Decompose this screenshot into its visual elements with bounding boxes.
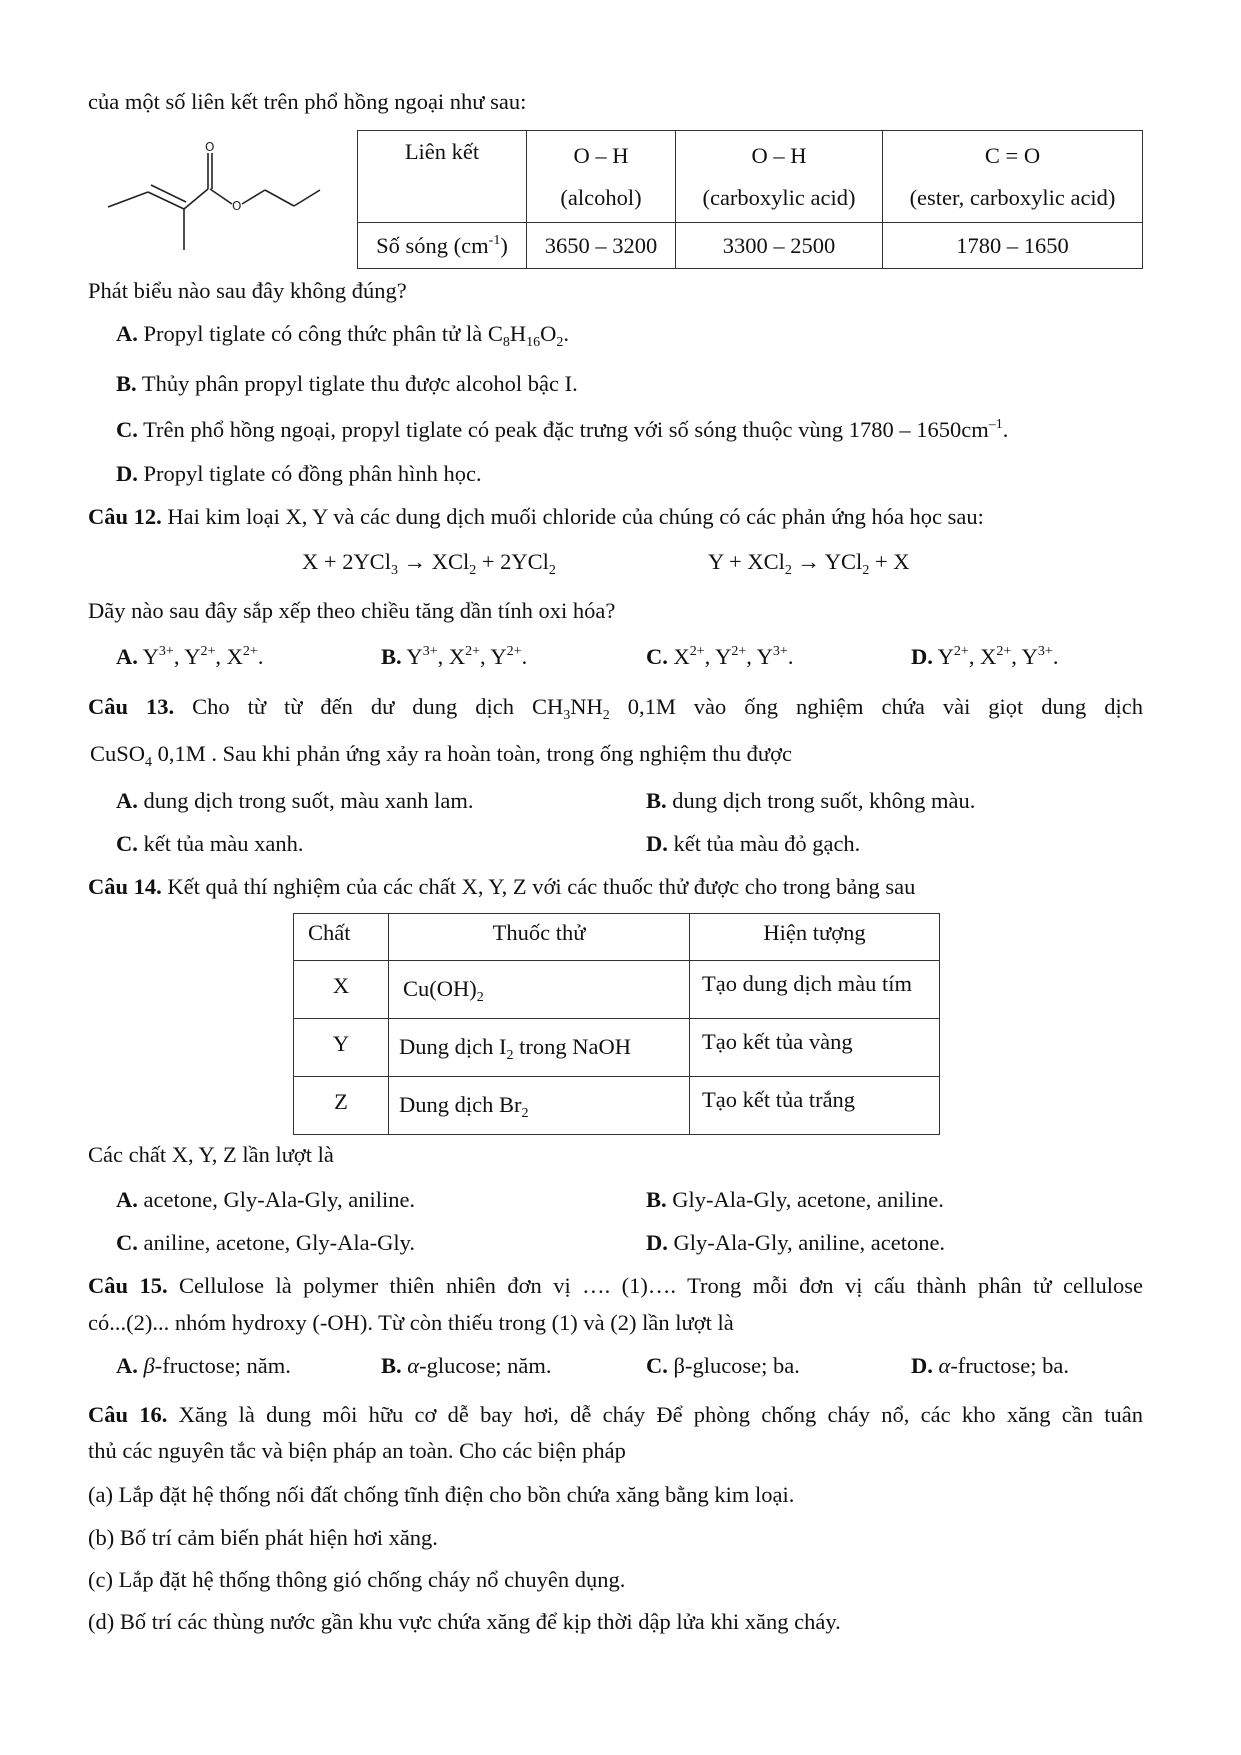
ir-row-label: Số sóng $(cm^{-1})$: [358, 223, 527, 269]
q15-option-a: A. β-fructose; năm.: [116, 1353, 291, 1378]
q15-option-d: D. α-fructose; ba.: [911, 1353, 1070, 1378]
q12-option-a: A. $Y^{3+}$, $Y^{2+}$, $X^{2+}$.: [116, 644, 264, 669]
q12-equation-1: X + 2YCl$_3$ → XCl$_2$ + 2YCl$_2$: [302, 549, 556, 578]
q14-row-substance: Y: [294, 1019, 389, 1077]
q14-row-reagent: Dung dịch $I_2$ trong NaOH: [389, 1019, 690, 1077]
q14-row-result: Tạo dung dịch màu tím: [690, 961, 940, 1019]
ir-value: 3300 – 2500: [676, 223, 883, 269]
q14-row-reagent: $Cu(OH)_2$: [389, 961, 690, 1019]
q14-stem: Câu 14. Kết quả thí nghiệm của các chất X, Y, Z với các thuốc thử được cho trong bảng sau: [88, 874, 916, 899]
q11-option-c: C. Trên phổ hồng ngoại, propyl tiglate có peak đặc trưng với số sóng thuộc vùng $1780 - 1650cm^{-1}$.: [116, 417, 1009, 442]
atom-o-carbonyl: O: [205, 140, 215, 154]
q14-row-result: Tạo kết tủa trắng: [690, 1077, 940, 1135]
q14-table: [293, 913, 940, 1135]
q13-stem-line1: Câu 13. Cho từ từ đến dư dung dịch $CH_3NH_2$ 0,1M vào ống nghiệm chứa vài giọt dung dịch: [88, 694, 1143, 723]
q15-stem-line2: có...(2)... nhóm hydroxy (-OH). Từ còn thiếu trong (1) và (2) lần lượt là: [88, 1310, 734, 1335]
ir-table: [357, 130, 1143, 269]
q11-option-a: A. Propyl tiglate có công thức phân tử là $C_8H_{16}O_2$.: [116, 321, 569, 350]
ir-col-oh-acid: O – H (carboxylic acid): [676, 131, 883, 223]
q13-stem-line2: CuSO$_4$ 0,1M . Sau khi phản ứng xảy ra hoàn toàn, trong ống nghiệm thu được: [90, 741, 792, 770]
q14-row-substance: X: [294, 961, 389, 1019]
q16-item-b: (b) Bố trí cảm biến phát hiện hơi xăng.: [88, 1525, 438, 1550]
q14-option-d: D. Gly-Ala-Gly, aniline, acetone.: [646, 1230, 946, 1255]
ir-header-label: Liên kết: [358, 131, 527, 223]
intro-text: của một số liên kết trên phổ hồng ngoại như sau:: [88, 89, 527, 114]
q16-stem-line2: thủ các nguyên tắc và biện pháp an toàn. Cho các biện pháp: [88, 1438, 626, 1463]
q11-option-d: D. Propyl tiglate có đồng phân hình học.: [116, 461, 482, 486]
q12-option-c: C. $X^{2+}$, $Y^{2+}$, $Y^{3+}$.: [646, 644, 794, 669]
q14-row-result: Tạo kết tủa vàng: [690, 1019, 940, 1077]
q16-item-d: (d) Bố trí các thùng nước gần khu vực chứa xăng để kịp thời dập lửa khi xăng cháy.: [88, 1609, 841, 1634]
q14-header-reagent: Thuốc thử: [389, 914, 690, 961]
q11-formula: $C_8H_{16}O_2$: [487, 321, 564, 350]
q12-stem: Câu 12. Hai kim loại X, Y và các dung dịch muối chloride của chúng có các phản ứng hóa học sau:: [88, 504, 984, 529]
q14-option-c: C. aniline, acetone, Gly-Ala-Gly.: [116, 1230, 416, 1255]
ir-col-co: C = O (ester, carboxylic acid): [883, 131, 1143, 223]
q13-option-d: D. kết tủa màu đỏ gạch.: [646, 831, 861, 856]
q14-header-result: Hiện tượng: [690, 914, 940, 961]
q12-option-b: B. $Y^{3+}$, $X^{2+}$, $Y^{2+}$.: [381, 644, 528, 669]
q16-item-c: (c) Lắp đặt hệ thống thông gió chống cháy nổ chuyên dụng.: [88, 1567, 626, 1592]
q14-row-reagent: Dung dịch $Br_2$: [389, 1077, 690, 1135]
q15-option-c: C. β-glucose; ba.: [646, 1353, 800, 1378]
q16-item-a: (a) Lắp đặt hệ thống nối đất chống tĩnh điện cho bồn chứa xăng bằng kim loại.: [88, 1482, 795, 1507]
ir-value: 1780 – 1650: [883, 223, 1143, 269]
atom-o-ester: O: [232, 199, 242, 213]
q13-option-a: A. dung dịch trong suốt, màu xanh lam.: [116, 788, 474, 813]
q12-equation-2: Y + XCl$_2$ → YCl$_2$ + X: [708, 549, 910, 578]
q14-header-substance: Chất: [294, 914, 389, 961]
ir-value: 3650 – 3200: [527, 223, 676, 269]
q14-option-a: A. acetone, Gly-Ala-Gly, aniline.: [116, 1187, 416, 1212]
q15-option-b: B. α-glucose; năm.: [381, 1353, 552, 1378]
q15-stem-line1: Câu 15. Cellulose là polymer thiên nhiên đơn vị …. (1)…. Trong mỗi đơn vị cấu thành phân tử cellulose: [88, 1273, 1143, 1298]
q13-option-b: B. dung dịch trong suốt, không màu.: [646, 788, 976, 813]
q16-stem-line1: Câu 16. Xăng là dung môi hữu cơ dễ bay hơi, dễ cháy Để phòng chống cháy nổ, các kho xăng cần tuân: [88, 1402, 1144, 1427]
q11-option-b: B. Thủy phân propyl tiglate thu được alcohol bậc I.: [116, 371, 578, 396]
q13-option-c: C. kết tủa màu xanh.: [116, 831, 304, 856]
q14-option-b: B. Gly-Ala-Gly, acetone, aniline.: [646, 1187, 944, 1212]
q12-prompt: Dãy nào sau đây sắp xếp theo chiều tăng dần tính oxi hóa?: [88, 598, 616, 623]
q12-option-d: D. $Y^{2+}$, $X^{2+}$, $Y^{3+}$.: [911, 644, 1059, 669]
propyl-tiglate-structure: [100, 140, 350, 250]
q11-prompt: Phát biểu nào sau đây không đúng?: [88, 278, 407, 303]
ir-col-oh-alcohol: O – H (alcohol): [527, 131, 676, 223]
q14-prompt: Các chất X, Y, Z lần lượt là: [88, 1142, 334, 1167]
q14-row-substance: Z: [294, 1077, 389, 1135]
